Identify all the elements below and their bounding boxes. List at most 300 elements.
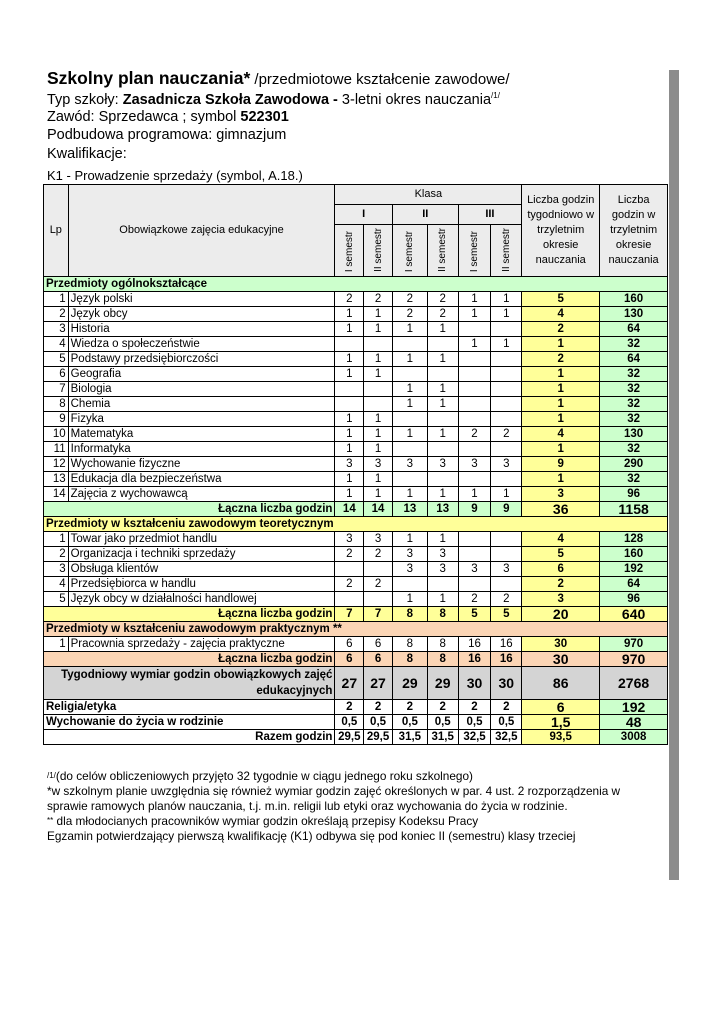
- sum-label: Wychowanie do życia w rodzinie: [44, 715, 335, 730]
- table-cell: [491, 472, 522, 487]
- table-row: [44, 577, 668, 592]
- table-cell: 1: [427, 352, 458, 367]
- family-row: [44, 715, 668, 730]
- table-cell: 6: [335, 637, 364, 652]
- sum-row: [44, 502, 668, 517]
- table-cell: 3: [491, 457, 522, 472]
- sum-value: 29,5: [335, 730, 364, 745]
- section-row: [44, 622, 668, 637]
- table-cell: 2: [458, 427, 491, 442]
- table-cell: [458, 442, 491, 457]
- table-cell: 3: [427, 562, 458, 577]
- subject-name: Podstawy przedsiębiorczości: [68, 352, 335, 367]
- table-cell: 1: [427, 322, 458, 337]
- table-cell: 16: [491, 637, 522, 652]
- sum-value: 30: [522, 652, 600, 667]
- subject-name: Zajęcia z wychowawcą: [68, 487, 335, 502]
- table-cell: 4: [522, 532, 600, 547]
- sum-label: Łączna liczba godzin: [44, 607, 335, 622]
- table-cell: [491, 412, 522, 427]
- sum-value: 27: [364, 667, 393, 700]
- table-cell: 2: [392, 307, 427, 322]
- table-cell: 1: [364, 487, 393, 502]
- sum-value: 29,5: [364, 730, 393, 745]
- table-cell: 13: [44, 472, 69, 487]
- table-row: [44, 292, 668, 307]
- table-cell: 2: [458, 592, 491, 607]
- table-cell: 2: [364, 577, 393, 592]
- table-cell: [364, 382, 393, 397]
- sum-value: 970: [600, 652, 668, 667]
- table-cell: [335, 337, 364, 352]
- table-cell: 130: [600, 427, 668, 442]
- sum-value: 93,5: [522, 730, 600, 745]
- table-cell: 1: [335, 412, 364, 427]
- table-row: [44, 412, 668, 427]
- table-cell: 12: [44, 457, 69, 472]
- table-cell: [458, 547, 491, 562]
- sum-value: 2: [392, 700, 427, 715]
- table-cell: 8: [427, 637, 458, 652]
- table-cell: 2: [364, 292, 393, 307]
- table-cell: [458, 412, 491, 427]
- sum-value: 0,5: [427, 715, 458, 730]
- qualification-k1: K1 - Prowadzenie sprzedaży (symbol, A.18.): [47, 168, 303, 183]
- table-cell: 3: [522, 487, 600, 502]
- table-cell: [335, 382, 364, 397]
- sum-value: 1,5: [522, 715, 600, 730]
- header-semester: I semestr: [469, 230, 480, 272]
- sum-value: 640: [600, 607, 668, 622]
- table-cell: 1: [392, 487, 427, 502]
- table-cell: 4: [44, 577, 69, 592]
- note-3: ** dla młodocianych pracowników wymiar godzin określają przepisy Kodeksu Pracy: [47, 814, 479, 828]
- table-cell: [427, 367, 458, 382]
- table-cell: 32: [600, 382, 668, 397]
- table-row: [44, 562, 668, 577]
- table-cell: 3: [44, 322, 69, 337]
- table-cell: 1: [364, 427, 393, 442]
- table-cell: 1: [491, 292, 522, 307]
- table-cell: 2: [522, 352, 600, 367]
- header-semester: II semestr: [500, 228, 512, 272]
- table-cell: 5: [522, 292, 600, 307]
- table-cell: 1: [491, 337, 522, 352]
- table-cell: 1: [335, 307, 364, 322]
- table-cell: 3: [335, 457, 364, 472]
- table-cell: 2: [392, 292, 427, 307]
- header-semester: II semestr: [372, 228, 384, 272]
- qualifications-line: Kwalifikacje:: [47, 146, 127, 162]
- table-cell: 3: [491, 562, 522, 577]
- sum-value: 32,5: [458, 730, 491, 745]
- table-row: [44, 397, 668, 412]
- table-cell: 16: [458, 637, 491, 652]
- subject-name: Biologia: [68, 382, 335, 397]
- table-cell: 3: [364, 532, 393, 547]
- table-row: [44, 637, 668, 652]
- sum-label: Razem godzin: [44, 730, 335, 745]
- table-cell: 2: [364, 547, 393, 562]
- subject-name: Pracownia sprzedaży - zajęcia praktyczne: [68, 637, 335, 652]
- sum-value: 16: [491, 652, 522, 667]
- note-2: *w szkolnym planie uwzględnia się również wymiar godzin zajęć określonych w par. 4 ust. 2 rozporządzenia w sprawie ramowych planów nauczania, t.j. m.in. religii lub etyki oraz wychowania do życia w rodzinie.: [47, 784, 621, 813]
- weekly-row: [44, 667, 668, 700]
- table-cell: 4: [44, 337, 69, 352]
- table-cell: 290: [600, 457, 668, 472]
- table-cell: [427, 577, 458, 592]
- note-4: Egzamin potwierdzający pierwszą kwalifikację (K1) odbywa się pod koniec II (semestru) klasy trzeciej: [47, 829, 576, 843]
- table-cell: [392, 577, 427, 592]
- basis-line: Podbudowa programowa: gimnazjum: [47, 127, 287, 143]
- curriculum-table: [43, 184, 668, 745]
- sum-value: 8: [427, 607, 458, 622]
- table-cell: 1: [335, 442, 364, 457]
- table-cell: [427, 412, 458, 427]
- table-cell: 2: [44, 307, 69, 322]
- header-semester: II semestr: [437, 228, 449, 272]
- table-cell: 1: [364, 412, 393, 427]
- table-cell: 6: [44, 367, 69, 382]
- table-cell: [491, 397, 522, 412]
- table-cell: 32: [600, 367, 668, 382]
- section-header: Przedmioty w kształceniu zawodowym praktycznym **: [44, 622, 668, 637]
- table-cell: [458, 322, 491, 337]
- table-cell: 96: [600, 592, 668, 607]
- sum-value: 2: [458, 700, 491, 715]
- table-cell: [427, 472, 458, 487]
- table-cell: [458, 382, 491, 397]
- table-cell: 1: [458, 337, 491, 352]
- table-cell: 1: [335, 472, 364, 487]
- table-cell: 160: [600, 292, 668, 307]
- table-cell: 1: [522, 397, 600, 412]
- sum-value: 5: [491, 607, 522, 622]
- table-cell: 1: [427, 382, 458, 397]
- table-cell: [392, 472, 427, 487]
- sum-value: 2: [427, 700, 458, 715]
- header-total: Liczba godzin w trzyletnim okresie nauczania: [600, 185, 668, 277]
- table-cell: 64: [600, 322, 668, 337]
- sum-value: 86: [522, 667, 600, 700]
- table-cell: 1: [335, 352, 364, 367]
- table-row: [44, 307, 668, 322]
- subject-name: Wiedza o społeczeństwie: [68, 337, 335, 352]
- table-cell: 30: [522, 637, 600, 652]
- header-weekly: Liczba godzin tygodniowo w trzyletnim okresie nauczania: [522, 185, 600, 277]
- sum-value: 30: [491, 667, 522, 700]
- table-cell: 5: [44, 592, 69, 607]
- sum-value: 16: [458, 652, 491, 667]
- table-cell: 2: [335, 547, 364, 562]
- sum-value: 2: [491, 700, 522, 715]
- table-cell: [335, 592, 364, 607]
- sum-value: 29: [427, 667, 458, 700]
- table-cell: 1: [335, 487, 364, 502]
- page-title: Szkolny plan nauczania* /przedmiotowe kształcenie zawodowe/: [47, 68, 510, 88]
- subject-name: Informatyka: [68, 442, 335, 457]
- subject-name: Towar jako przedmiot handlu: [68, 532, 335, 547]
- header-klasa: Klasa: [335, 185, 522, 205]
- table-cell: 1: [522, 472, 600, 487]
- table-row: [44, 457, 668, 472]
- table-cell: [392, 442, 427, 457]
- table-cell: 1: [335, 427, 364, 442]
- subject-name: Fizyka: [68, 412, 335, 427]
- table-cell: 64: [600, 577, 668, 592]
- header-semester: I semestr: [404, 230, 416, 272]
- table-cell: 3: [392, 547, 427, 562]
- sum-value: 30: [458, 667, 491, 700]
- table-cell: 3: [392, 562, 427, 577]
- table-row: [44, 472, 668, 487]
- table-cell: 1: [427, 592, 458, 607]
- table-cell: 3: [427, 547, 458, 562]
- table-cell: 1: [44, 532, 69, 547]
- sum-label: Religia/etyka: [44, 700, 335, 715]
- table-cell: 3: [522, 592, 600, 607]
- table-cell: 4: [522, 427, 600, 442]
- table-cell: 3: [335, 532, 364, 547]
- table-row: [44, 427, 668, 442]
- section-header: Przedmioty w kształceniu zawodowym teoretycznym: [44, 517, 668, 532]
- table-cell: [458, 397, 491, 412]
- table-cell: 3: [427, 457, 458, 472]
- table-cell: [491, 322, 522, 337]
- table-cell: [364, 397, 393, 412]
- table-row: [44, 322, 668, 337]
- table-cell: 32: [600, 442, 668, 457]
- table-cell: 1: [427, 427, 458, 442]
- table-cell: 1: [335, 367, 364, 382]
- table-cell: 2: [491, 592, 522, 607]
- table-cell: 32: [600, 337, 668, 352]
- table-cell: [335, 397, 364, 412]
- table-cell: 4: [522, 307, 600, 322]
- sum-value: 36: [522, 502, 600, 517]
- subject-name: Matematyka: [68, 427, 335, 442]
- table-cell: 1: [427, 397, 458, 412]
- table-cell: 1: [392, 352, 427, 367]
- table-cell: [427, 442, 458, 457]
- table-cell: 32: [600, 397, 668, 412]
- table-cell: 9: [44, 412, 69, 427]
- sum-row: [44, 652, 668, 667]
- table-cell: 192: [600, 562, 668, 577]
- table-cell: 1: [427, 532, 458, 547]
- table-cell: 9: [522, 457, 600, 472]
- table-row: [44, 442, 668, 457]
- table-cell: 3: [458, 562, 491, 577]
- table-cell: 8: [44, 397, 69, 412]
- sum-value: 31,5: [427, 730, 458, 745]
- subject-name: Chemia: [68, 397, 335, 412]
- table-cell: 128: [600, 532, 668, 547]
- table-cell: 1: [458, 307, 491, 322]
- sum-value: 14: [364, 502, 393, 517]
- sum-label: Łączna liczba godzin: [44, 652, 335, 667]
- table-cell: [392, 367, 427, 382]
- table-cell: [491, 367, 522, 382]
- table-cell: 2: [335, 292, 364, 307]
- header-class-ii: II: [392, 205, 458, 225]
- header-semester: I semestr: [343, 230, 355, 272]
- table-cell: [364, 562, 393, 577]
- table-cell: 1: [522, 442, 600, 457]
- sum-value: 3008: [600, 730, 668, 745]
- section-row: [44, 277, 668, 292]
- table-row: [44, 592, 668, 607]
- table-cell: 96: [600, 487, 668, 502]
- sum-value: 2: [364, 700, 393, 715]
- sum-label: Łączna liczba godzin: [44, 502, 335, 517]
- table-cell: [392, 412, 427, 427]
- table-cell: 6: [522, 562, 600, 577]
- table-cell: 1: [364, 307, 393, 322]
- sum-value: 13: [392, 502, 427, 517]
- subject-name: Język obcy w działalności handlowej: [68, 592, 335, 607]
- sum-value: 2: [335, 700, 364, 715]
- sum-value: 27: [335, 667, 364, 700]
- table-cell: [458, 577, 491, 592]
- profession-line: Zawód: Sprzedawca ; symbol 522301: [47, 109, 289, 125]
- subject-name: Organizacja i techniki sprzedaży: [68, 547, 335, 562]
- table-cell: 2: [335, 577, 364, 592]
- header-subject: Obowiązkowe zajęcia edukacyjne: [68, 185, 335, 277]
- table-cell: 1: [44, 637, 69, 652]
- table-row: [44, 547, 668, 562]
- subject-name: Geografia: [68, 367, 335, 382]
- table-cell: 1: [522, 367, 600, 382]
- table-cell: 2: [522, 577, 600, 592]
- right-margin-bar: [669, 70, 679, 880]
- table-cell: 130: [600, 307, 668, 322]
- table-cell: 2: [427, 307, 458, 322]
- table-cell: 1: [458, 487, 491, 502]
- table-cell: 32: [600, 472, 668, 487]
- table-cell: [458, 472, 491, 487]
- table-row: [44, 532, 668, 547]
- sum-value: 31,5: [392, 730, 427, 745]
- table-cell: 1: [364, 367, 393, 382]
- sum-value: 9: [458, 502, 491, 517]
- table-cell: [491, 547, 522, 562]
- table-cell: 1: [364, 352, 393, 367]
- sum-value: 14: [335, 502, 364, 517]
- table-cell: 1: [392, 532, 427, 547]
- table-cell: [491, 442, 522, 457]
- table-row: [44, 337, 668, 352]
- sum-value: 8: [392, 652, 427, 667]
- sum-value: 5: [458, 607, 491, 622]
- table-cell: [491, 382, 522, 397]
- header-lp: Lp: [44, 185, 69, 277]
- sum-value: 6: [364, 652, 393, 667]
- section-row: [44, 517, 668, 532]
- table-cell: 5: [44, 352, 69, 367]
- table-cell: [491, 577, 522, 592]
- total-row: [44, 730, 668, 745]
- table-cell: 970: [600, 637, 668, 652]
- sum-value: 48: [600, 715, 668, 730]
- table-cell: [458, 532, 491, 547]
- table-cell: 1: [364, 442, 393, 457]
- table-cell: 3: [44, 562, 69, 577]
- sum-value: 9: [491, 502, 522, 517]
- table-cell: 160: [600, 547, 668, 562]
- table-row: [44, 382, 668, 397]
- table-cell: 6: [364, 637, 393, 652]
- table-cell: [335, 562, 364, 577]
- sum-value: 8: [427, 652, 458, 667]
- table-cell: 1: [335, 322, 364, 337]
- sum-value: 7: [364, 607, 393, 622]
- table-cell: [364, 337, 393, 352]
- sum-value: 192: [600, 700, 668, 715]
- table-cell: 5: [522, 547, 600, 562]
- table-cell: 1: [522, 337, 600, 352]
- sum-row: [44, 607, 668, 622]
- table-cell: 1: [364, 322, 393, 337]
- table-cell: 2: [522, 322, 600, 337]
- sum-value: 29: [392, 667, 427, 700]
- table-cell: 3: [392, 457, 427, 472]
- table-cell: 1: [522, 412, 600, 427]
- table-row: [44, 352, 668, 367]
- table-cell: 64: [600, 352, 668, 367]
- subject-name: Język obcy: [68, 307, 335, 322]
- subject-name: Edukacja dla bezpieczeństwa: [68, 472, 335, 487]
- sum-value: 13: [427, 502, 458, 517]
- table-cell: 1: [392, 427, 427, 442]
- table-cell: [458, 352, 491, 367]
- table-cell: 2: [427, 292, 458, 307]
- table-cell: [364, 592, 393, 607]
- table-cell: 14: [44, 487, 69, 502]
- sum-value: 2768: [600, 667, 668, 700]
- table-cell: 3: [364, 457, 393, 472]
- sum-value: 1158: [600, 502, 668, 517]
- subject-name: Obsługa klientów: [68, 562, 335, 577]
- table-cell: 1: [491, 307, 522, 322]
- table-cell: 1: [392, 397, 427, 412]
- table-cell: 10: [44, 427, 69, 442]
- sum-value: 6: [522, 700, 600, 715]
- table-cell: 2: [44, 547, 69, 562]
- table-cell: 3: [458, 457, 491, 472]
- sum-value: 20: [522, 607, 600, 622]
- subject-name: Wychowanie fizyczne: [68, 457, 335, 472]
- subject-name: Język polski: [68, 292, 335, 307]
- table-cell: 7: [44, 382, 69, 397]
- religion-row: [44, 700, 668, 715]
- sum-value: 32,5: [491, 730, 522, 745]
- table-cell: 1: [364, 472, 393, 487]
- table-cell: [491, 352, 522, 367]
- sum-value: 0,5: [364, 715, 393, 730]
- note-1: $^{/1/}$(do celów obliczeniowych przyjęto 32 tygodnie w ciągu jednego roku szkolnego): [47, 769, 473, 783]
- section-header: Przedmioty ogólnokształcące: [44, 277, 668, 292]
- table-cell: 1: [392, 592, 427, 607]
- table-cell: 1: [522, 382, 600, 397]
- table-cell: [491, 532, 522, 547]
- subject-name: Przedsiębiorca w handlu: [68, 577, 335, 592]
- table-cell: 1: [491, 487, 522, 502]
- sum-value: 0,5: [335, 715, 364, 730]
- footnotes: [47, 769, 647, 844]
- table-cell: 11: [44, 442, 69, 457]
- table-cell: [392, 337, 427, 352]
